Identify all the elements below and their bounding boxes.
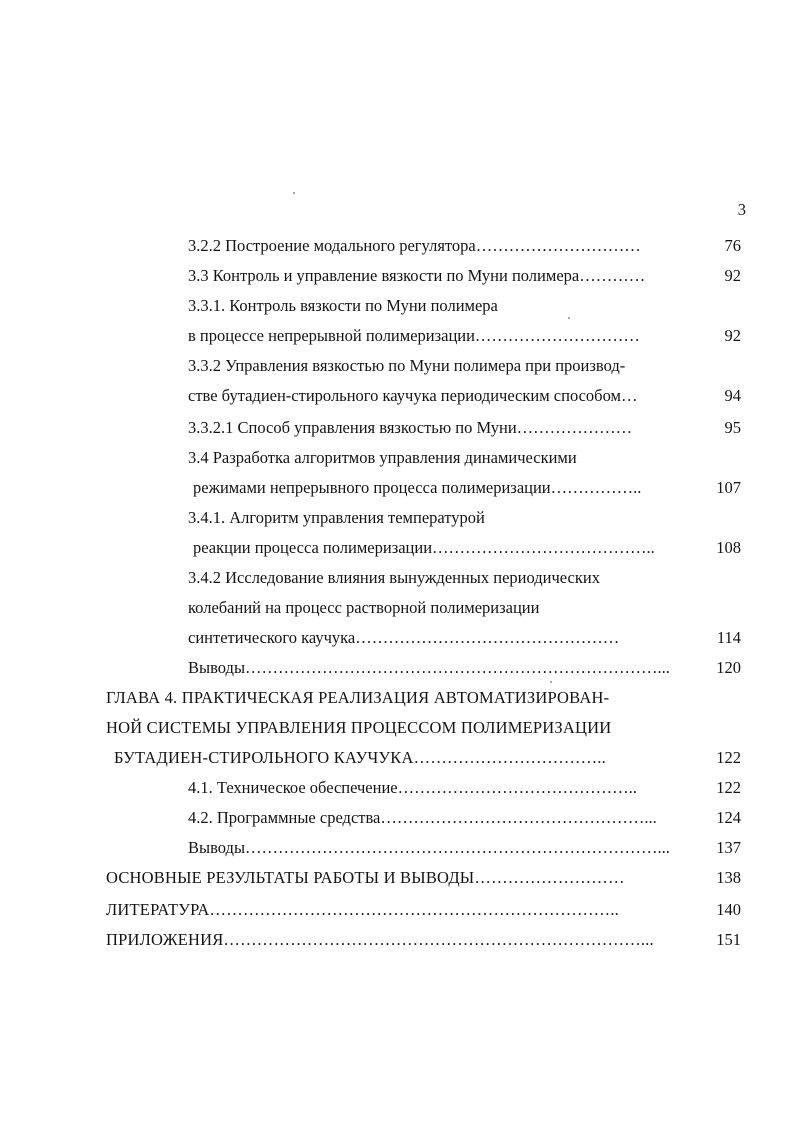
toc-page: 138 — [716, 868, 741, 887]
toc-entry: 3.2.2 Построение модального регулятора………………………… — [188, 236, 641, 255]
toc-page: 137 — [716, 838, 741, 857]
scan-speck — [550, 681, 552, 683]
toc-entry: 3.3.2.1 Способ управления вязкостью по Муни………………… — [188, 418, 633, 437]
toc-page: 92 — [724, 266, 741, 285]
toc-entry: 3.4.1. Алгоритм управления температурой — [188, 508, 485, 527]
toc-chapter-heading: ГЛАВА 4. ПРАКТИЧЕСКАЯ РЕАЛИЗАЦИЯ АВТОМАТИЗИРОВАН- — [106, 688, 610, 707]
toc-chapter-heading: БУТАДИЕН-СТИРОЛЬНОГО КАУЧУКА…………………………….. — [114, 748, 606, 767]
toc-entry: стве бутадиен-стирольного каучука периодическим способом… — [188, 386, 638, 405]
toc-page: 107 — [716, 478, 741, 497]
toc-page: 114 — [716, 628, 741, 647]
toc-page: 122 — [716, 748, 741, 767]
toc-section-heading: ОСНОВНЫЕ РЕЗУЛЬТАТЫ РАБОТЫ И ВЫВОДЫ……………………… — [106, 868, 625, 887]
toc-page: 95 — [724, 418, 741, 437]
toc-entry: 4.2. Программные средства…………………………………………... — [188, 808, 657, 827]
toc-page: 140 — [716, 900, 741, 919]
toc-entry: Выводы…………………………………………………………………... — [188, 838, 670, 857]
toc-entry: 3.3 Контроль и управление вязкости по Муни полимера………… — [188, 266, 646, 285]
scan-speck — [568, 317, 570, 319]
toc-chapter-heading: НОЙ СИСТЕМЫ УПРАВЛЕНИЯ ПРОЦЕССОМ ПОЛИМЕРИЗАЦИИ — [106, 718, 612, 737]
toc-page: 92 — [724, 326, 741, 345]
toc-page: 124 — [716, 808, 741, 827]
toc-entry: в процессе непрерывной полимеризации………………………… — [188, 326, 640, 345]
toc-entry: синтетического каучука………………………………………… — [188, 628, 620, 647]
toc-entry: Выводы…………………………………………………………………... — [188, 658, 670, 677]
toc-entry: 3.3.2 Управления вязкостью по Муни полимера при производ- — [188, 356, 626, 375]
toc-page: 94 — [724, 386, 741, 405]
toc-page: 151 — [716, 930, 741, 949]
toc-entry: реакции процесса полимеризации………………………………….. — [193, 538, 655, 557]
toc-page: 120 — [716, 658, 741, 677]
scan-speck — [293, 192, 295, 194]
toc-section-heading: ПРИЛОЖЕНИЯ…………………………………………………………………... — [106, 930, 654, 949]
toc-entry: колебаний на процесс растворной полимеризации — [188, 598, 540, 617]
toc-page: 108 — [716, 538, 741, 557]
toc-entry: 3.4 Разработка алгоритмов управления динамическими — [188, 448, 577, 467]
toc-entry: режимами непрерывного процесса полимеризации…………….. — [193, 478, 642, 497]
toc-page: 122 — [716, 778, 741, 797]
toc-entry: 3.3.1. Контроль вязкости по Муни полимера — [188, 296, 498, 315]
toc-section-heading: ЛИТЕРАТУРА……………………………………………………………….. — [106, 900, 619, 919]
toc-entry: 3.4.2 Исследование влияния вынужденных периодических — [188, 568, 600, 587]
toc-entry: 4.1. Техническое обеспечение…………………………………….. — [188, 778, 637, 797]
toc-page: 76 — [724, 236, 741, 255]
page-number: 3 — [737, 200, 746, 219]
